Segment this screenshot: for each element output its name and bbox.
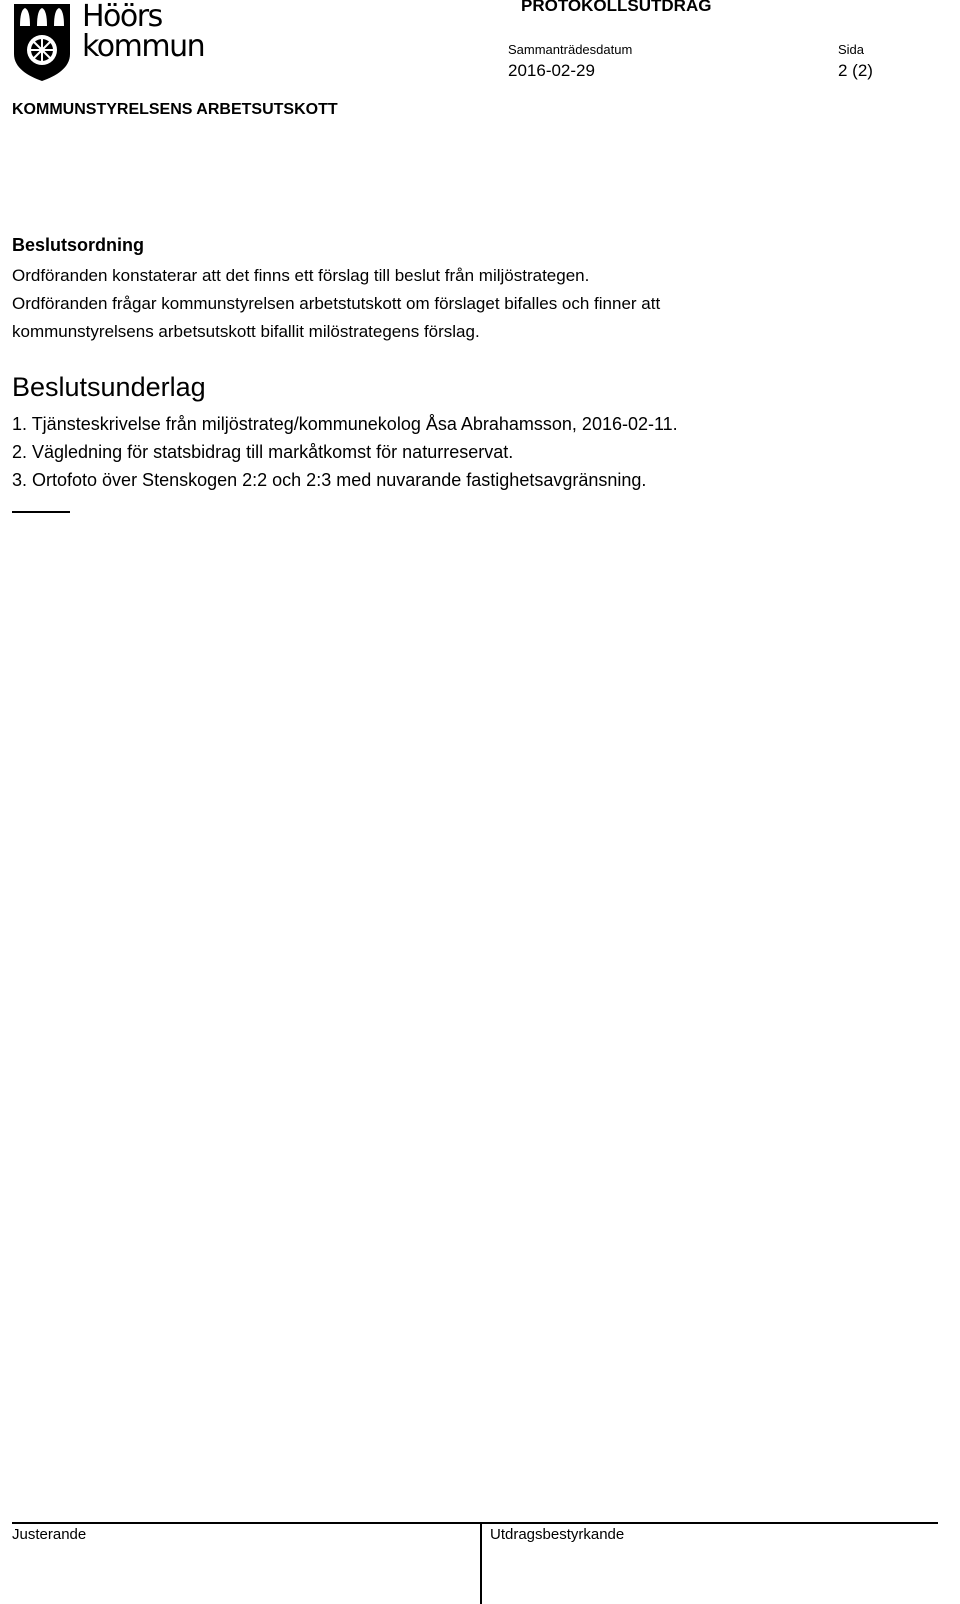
end-divider (12, 511, 70, 513)
document-type: PROTOKOLLSUTDRAG (521, 0, 712, 15)
footer-column-divider (480, 1522, 482, 1604)
list-item: 3. Ortofoto över Stenskogen 2:2 och 2:3 med nuvarande fastighetsavgränsning. (12, 470, 647, 490)
basis-heading: Beslutsunderlag (12, 372, 206, 402)
logo-line-2: kommun (82, 29, 205, 64)
certifier-label: Utdragsbestyrkande (490, 1526, 625, 1543)
list-item: 1. Tjänsteskrivelse från miljöstrateg/kommunekolog Åsa Abrahamsson, 2016-02-11. (12, 414, 678, 434)
decision-paragraph (12, 262, 932, 346)
section-title: Beslutsordning (12, 235, 145, 255)
coat-of-arms-icon (12, 2, 72, 82)
meeting-date-label: Sammanträdesdatum (508, 42, 633, 57)
footer-rule (12, 1522, 938, 1524)
paragraph-line: Ordföranden konstaterar att det finns ett förslag till beslut från miljöstrategen. (12, 266, 590, 285)
basis-list (12, 410, 678, 494)
page-number: 2 (2) (838, 61, 873, 80)
logo-line-1: Höörs (82, 0, 162, 34)
paragraph-line: Ordföranden frågar kommunstyrelsen arbetstutskott om förslaget bifalles och finner att (12, 294, 661, 313)
logo-wordmark (82, 2, 204, 62)
municipality-logo (12, 2, 222, 84)
meeting-date-value: 2016-02-29 (508, 61, 595, 80)
paragraph-line: kommunstyrelsens arbetsutskott bifallit milöstrategens förslag. (12, 322, 480, 341)
list-item: 2. Vägledning för statsbidrag till markåtkomst för naturreservat. (12, 442, 514, 462)
signatory-label: Justerande (12, 1526, 87, 1543)
page-label: Sida (838, 42, 865, 57)
committee-name: KOMMUNSTYRELSENS ARBETSUTSKOTT (12, 101, 338, 118)
